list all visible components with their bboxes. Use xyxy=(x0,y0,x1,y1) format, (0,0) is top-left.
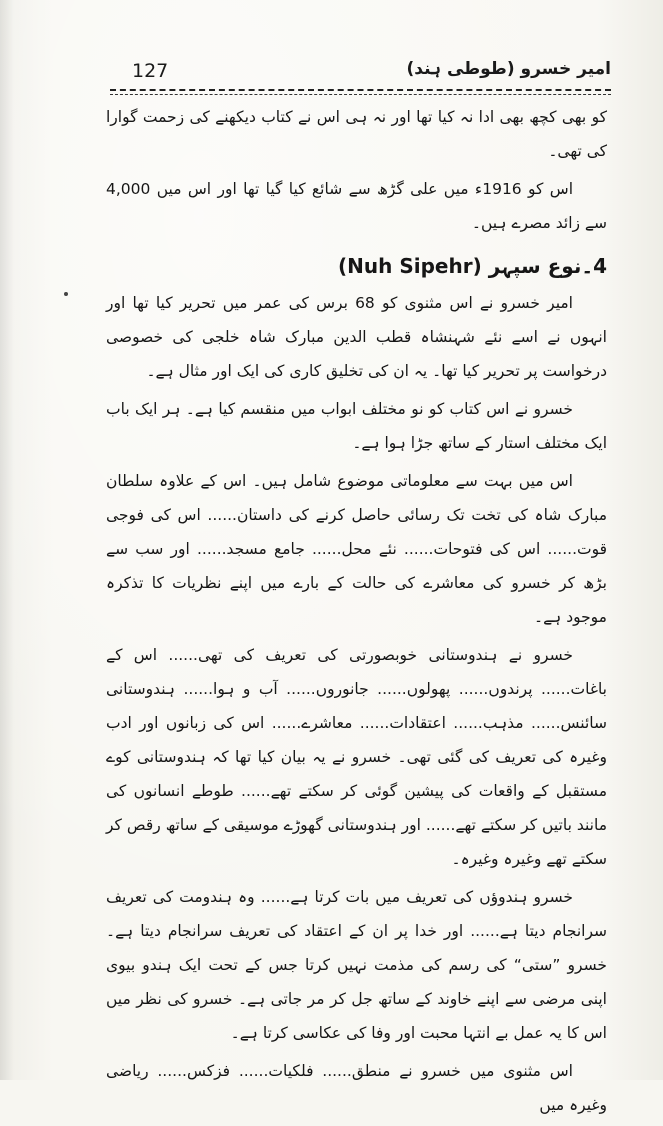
paragraph: اس میں بہت سے معلوماتی موضوع شامل ہیں۔ اس کے علاوہ سلطان مبارک شاہ کی تخت تک رسائی حاصل کرنے کی داستان...... اس کی فوجی قوت...... اس کی فتوحات...... نئے محل...... جامع مسجد...... اور سب سے بڑھ کر خسرو کی معاشرے کی حالت کے بارے میں اپنے نظریات کا تذکرہ موجود ہے۔ xyxy=(106,472,607,626)
paragraph: اس مثنوی میں خسرو نے منطق...... فلکیات...... فزکس...... ریاضی وغیرہ میں xyxy=(106,1062,607,1114)
section-heading xyxy=(106,248,607,284)
header-divider xyxy=(110,89,611,91)
margin-speck xyxy=(64,292,68,296)
page-header xyxy=(110,58,611,88)
paragraph: خسرو نے ہندوستانی خوبصورتی کی تعریف کی تھی...... اس کے باغات...... پرندوں...... پھولوں...... جانوروں...... آب و ہوا...... ہندوستانی سائنس...... مذہب...... اعتقادات...... معاشرے...... اس کی زبانوں اور ادب وغیرہ کی تعریف کی گئی تھی۔ خسرو نے یہ بیان کیا تھا کہ ہندوستانی کوے مستقبل کے واقعات کی پیشین گوئی کر سکتے تھے...... طوطے انسانوں کی مانند باتیں کر سکتے تھے...... اور ہندوستانی گھوڑے موسیقی کے ساتھ رقص کر سکتے تھے وغیرہ وغیرہ۔ xyxy=(106,646,607,868)
section-latin-title: (Nuh Sipehr) xyxy=(338,254,482,278)
running-title: امیر خسرو (طوطی ہند) xyxy=(406,59,611,79)
page-number: 127 xyxy=(132,60,169,82)
paragraph: خسرو ہندوؤں کی تعریف میں بات کرتا ہے...... وہ ہندومت کی تعریف سرانجام دیتا ہے...... اور خدا پر ان کے اعتقاد کی تعریف سرانجام دیتا ہے۔ خسرو ”ستی“ کی رسم کی مذمت نہیں کرتا جس کے تحت ایک ہندو بیوی اپنی مرضی سے اپنے خاوند کے ساتھ جل کر مر جاتی ہے۔ خسرو کی نظر میں اس کا یہ عمل بے انتہا محبت اور وفا کی عکاسی کرتا ہے۔ xyxy=(106,888,607,1042)
section-title: 4۔نوع سپہر xyxy=(488,254,607,278)
binding-shadow xyxy=(0,0,14,1080)
paragraph: اس کو 1916ء میں علی گڑھ سے شائع کیا گیا تھا اور اس میں 4,000 سے زائد مصرے ہیں۔ xyxy=(106,180,607,232)
page-body xyxy=(106,100,607,1126)
paragraph: کو بھی کچھ بھی ادا نہ کیا تھا اور نہ ہی اس نے کتاب دیکھنے کی زحمت گوارا کی تھی۔ xyxy=(106,108,607,160)
header-divider-secondary xyxy=(110,94,611,95)
paragraph: خسرو نے اس کتاب کو نو مختلف ابواب میں منقسم کیا ہے۔ ہر ایک باب ایک مختلف استار کے ساتھ جڑا ہوا ہے۔ xyxy=(106,400,607,452)
paragraph: امیر خسرو نے اس مثنوی کو 68 برس کی عمر میں تحریر کیا تھا اور انہوں نے اسے نئے شہنشاہ قطب الدین مبارک شاہ خلجی کی خصوصی درخواست پر تحریر کیا تھا۔ یہ ان کی تخلیق کاری کی ایک اور مثال ہے۔ xyxy=(106,294,607,380)
